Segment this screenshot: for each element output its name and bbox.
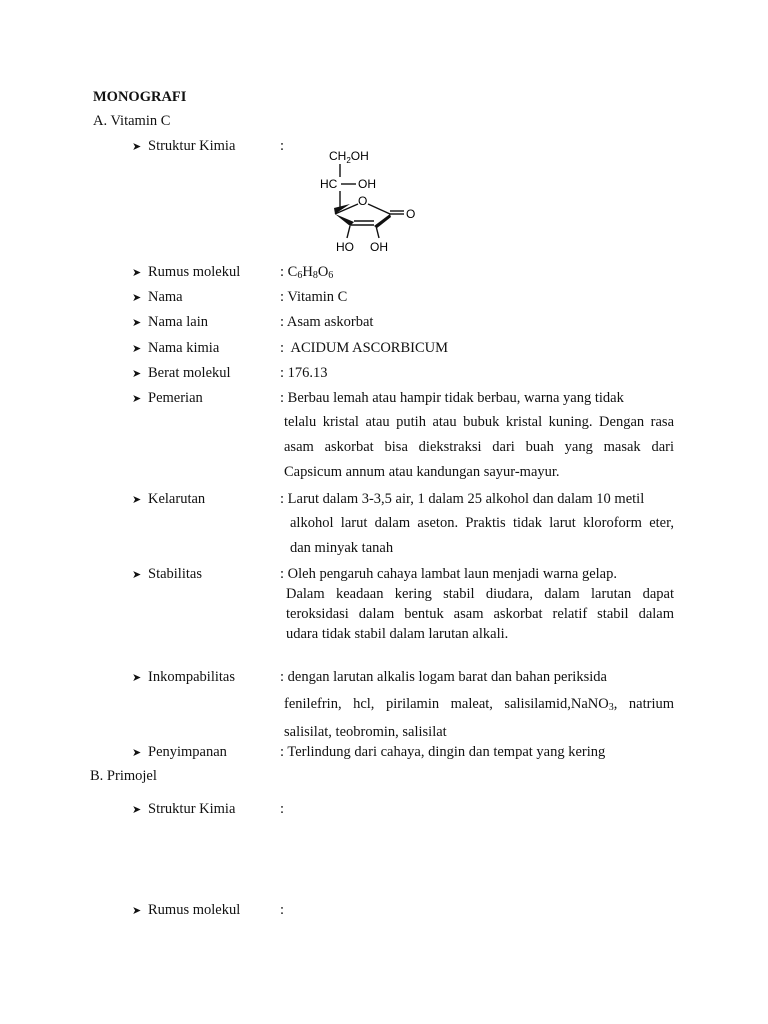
arrow-bullet-icon: ➤ [132, 316, 142, 329]
kelarutan-label: Kelarutan [148, 491, 206, 507]
inkompabilitas-line-2: fenilefrin, hcl, pirilamin maleat, salisilamid,NaNO$_3$, natrium [284, 696, 675, 713]
berat-molekul-value: : 176.13 [280, 365, 328, 381]
document-heading: MONOGRAFI [93, 89, 187, 105]
atom-hc: HC [320, 177, 338, 191]
berat-molekul-item [132, 365, 231, 382]
arrow-bullet-icon: ➤ [132, 493, 142, 506]
inkompabilitas-paragraph [284, 692, 674, 745]
arrow-bullet-icon: ➤ [132, 342, 142, 355]
nama-kimia-item [132, 340, 219, 357]
atom-ring-o: O [358, 194, 368, 208]
rumus-molekul-a-label: Rumus molekul [148, 264, 241, 280]
arrow-bullet-icon: ➤ [132, 266, 142, 279]
inkompabilitas-label: Inkompabilitas [148, 669, 235, 685]
struktur-kimia-a-colon: : [280, 138, 285, 154]
kelarutan-line-2: alkohol larut dalam aseton. Praktis tidak larut kloroform eter, [290, 515, 674, 531]
stabilitas-label: Stabilitas [148, 566, 202, 582]
nama-label: Nama [148, 289, 183, 305]
atom-oh: OH [370, 240, 388, 254]
struktur-kimia-a-item [132, 138, 235, 155]
pemerian-paragraph [284, 410, 674, 485]
stabilitas-line-3: teroksidasi dalam bentuk asam askorbat relatif stabil dalam [286, 606, 674, 622]
vitamin-c-structure-diagram [310, 142, 430, 257]
pemerian-line-4: Capsicum annum atau kandungan sayur-mayur. [284, 464, 560, 480]
kelarutan-line-1: : Larut dalam 3-3,5 air, 1 dalam 25 alkohol dan dalam 10 metil [280, 491, 645, 507]
pemerian-line-3: asam askorbat bisa diekstraksi dari buah yang masak dari [284, 439, 674, 455]
atom-carbonyl-o: O [406, 207, 416, 221]
pemerian-line-2: telalu kristal atau putih atau bubuk kristal kuning. Dengan rasa [284, 414, 674, 430]
atom-oh-side: OH [358, 177, 376, 191]
inkompabilitas-line-3: salisilat, teobromin, salisilat [284, 724, 447, 740]
struktur-kimia-b-item [132, 801, 235, 818]
rumus-molekul-b-item [132, 902, 240, 919]
penyimpanan-item [132, 744, 227, 761]
stabilitas-paragraph [286, 584, 674, 644]
arrow-bullet-icon: ➤ [132, 803, 142, 816]
arrow-bullet-icon: ➤ [132, 367, 142, 380]
berat-molekul-label: Berat molekul [148, 365, 231, 381]
arrow-bullet-icon: ➤ [132, 392, 142, 405]
nama-lain-value: : Asam askorbat [280, 314, 374, 330]
rumus-molekul-a-value: : $C_6H_8O_6$ [280, 264, 334, 281]
pemerian-label: Pemerian [148, 390, 203, 406]
nama-lain-item [132, 314, 208, 331]
kelarutan-paragraph [290, 511, 674, 561]
nama-kimia-label: Nama kimia [148, 340, 220, 356]
section-b-title: B. Primojel [90, 768, 157, 784]
stabilitas-line-2: Dalam keadaan kering stabil diudara, dalam larutan dapat [286, 586, 674, 602]
rumus-molekul-b-colon: : [280, 902, 285, 918]
stabilitas-line-1: : Oleh pengaruh cahaya lambat laun menjadi warna gelap. [280, 566, 617, 582]
section-a-title: A. Vitamin C [93, 113, 171, 129]
rumus-molekul-b-label: Rumus molekul [148, 902, 241, 918]
nama-lain-label: Nama lain [148, 314, 208, 330]
inkompabilitas-item [132, 669, 235, 686]
arrow-bullet-icon: ➤ [132, 671, 142, 684]
stabilitas-line-4: udara tidak stabil dalam larutan alkali. [286, 626, 509, 642]
nama-kimia-value: : ACIDUM ASCORBICUM [280, 340, 448, 356]
rumus-molekul-a-item [132, 264, 240, 281]
atom-ho: HO [336, 240, 354, 254]
nama-item [132, 289, 183, 306]
nama-value: : Vitamin C [280, 289, 348, 305]
inkompabilitas-line-1: : dengan larutan alkalis logam barat dan bahan periksida [280, 669, 607, 685]
struktur-kimia-b-colon: : [280, 801, 285, 817]
penyimpanan-label: Penyimpanan [148, 744, 227, 760]
struktur-kimia-a-label: Struktur Kimia [148, 138, 236, 154]
arrow-bullet-icon: ➤ [132, 568, 142, 581]
pemerian-item [132, 390, 203, 407]
arrow-bullet-icon: ➤ [132, 140, 142, 153]
struktur-kimia-b-label: Struktur Kimia [148, 801, 236, 817]
penyimpanan-value: : Terlindung dari cahaya, dingin dan tempat yang kering [280, 744, 606, 760]
stabilitas-item [132, 566, 202, 583]
pemerian-line-1: : Berbau lemah atau hampir tidak berbau, warna yang tidak [280, 390, 624, 406]
arrow-bullet-icon: ➤ [132, 904, 142, 917]
kelarutan-item [132, 491, 205, 508]
kelarutan-line-3: dan minyak tanah [290, 540, 394, 556]
arrow-bullet-icon: ➤ [132, 746, 142, 759]
arrow-bullet-icon: ➤ [132, 291, 142, 304]
atom-ch2oh: $CH_2OH$ [329, 149, 369, 165]
